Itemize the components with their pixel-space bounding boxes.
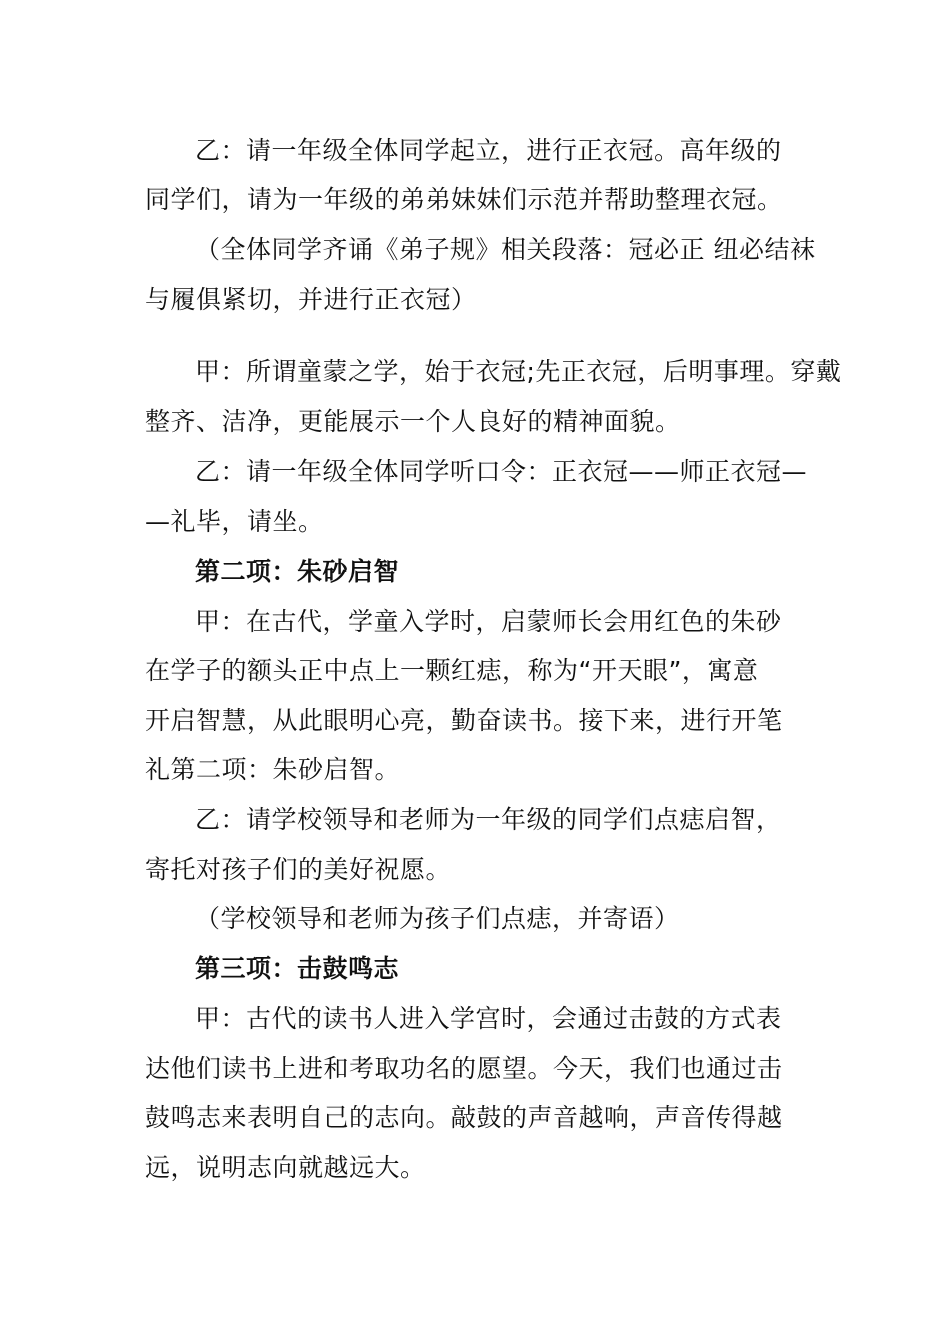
paragraph-line: 乙：请学校领导和老师为一年级的同学们点痣启智， xyxy=(195,805,782,834)
paragraph-line: 整齐、洁净，更能展示一个人良好的精神面貌。 xyxy=(145,407,681,436)
paragraph-line: 礼第二项：朱砂启智。 xyxy=(145,755,401,784)
paragraph-line: 乙：请一年级全体同学听口令：正衣冠——师正衣冠— xyxy=(195,457,808,486)
paragraph-line: （学校领导和老师为孩子们点痣，并寄语） xyxy=(195,904,680,933)
paragraph-line: 甲：所谓童蒙之学，始于衣冠;先正衣冠，后明事理。穿戴 xyxy=(195,357,842,386)
paragraph-line: （全体同学齐诵《弟子规》相关段落：冠必正 纽必结袜 xyxy=(195,235,816,264)
paragraph-line: 达他们读书上进和考取功名的愿望。今天，我们也通过击 xyxy=(145,1054,783,1083)
paragraph-line: 同学们，请为一年级的弟弟妹妹们示范并帮助整理衣冠。 xyxy=(145,185,783,214)
paragraph-line: 开启智慧，从此眼明心亮，勤奋读书。接下来，进行开笔 xyxy=(145,706,783,735)
paragraph-line: 鼓鸣志来表明自己的志向。敲鼓的声音越响，声音传得越 xyxy=(145,1103,783,1132)
paragraph-line: 寄托对孩子们的美好祝愿。 xyxy=(145,855,452,884)
paragraph-line: —礼毕，请坐。 xyxy=(145,507,324,536)
paragraph-line: 远，说明志向就越远大。 xyxy=(145,1153,426,1182)
paragraph-line: 在学子的额头正中点上一颗红痣，称为“开天眼”，寓意 xyxy=(145,656,759,685)
section-heading: 第二项：朱砂启智 xyxy=(195,557,400,586)
section-heading: 第三项：击鼓鸣志 xyxy=(195,954,400,983)
paragraph-line: 甲：在古代，学童入学时，启蒙师长会用红色的朱砂 xyxy=(195,607,782,636)
paragraph-line: 乙：请一年级全体同学起立，进行正衣冠。高年级的 xyxy=(195,136,782,165)
paragraph-line: 甲：古代的读书人进入学宫时，会通过击鼓的方式表 xyxy=(195,1004,782,1033)
paragraph-line: 与履俱紧切，并进行正衣冠） xyxy=(145,285,477,314)
